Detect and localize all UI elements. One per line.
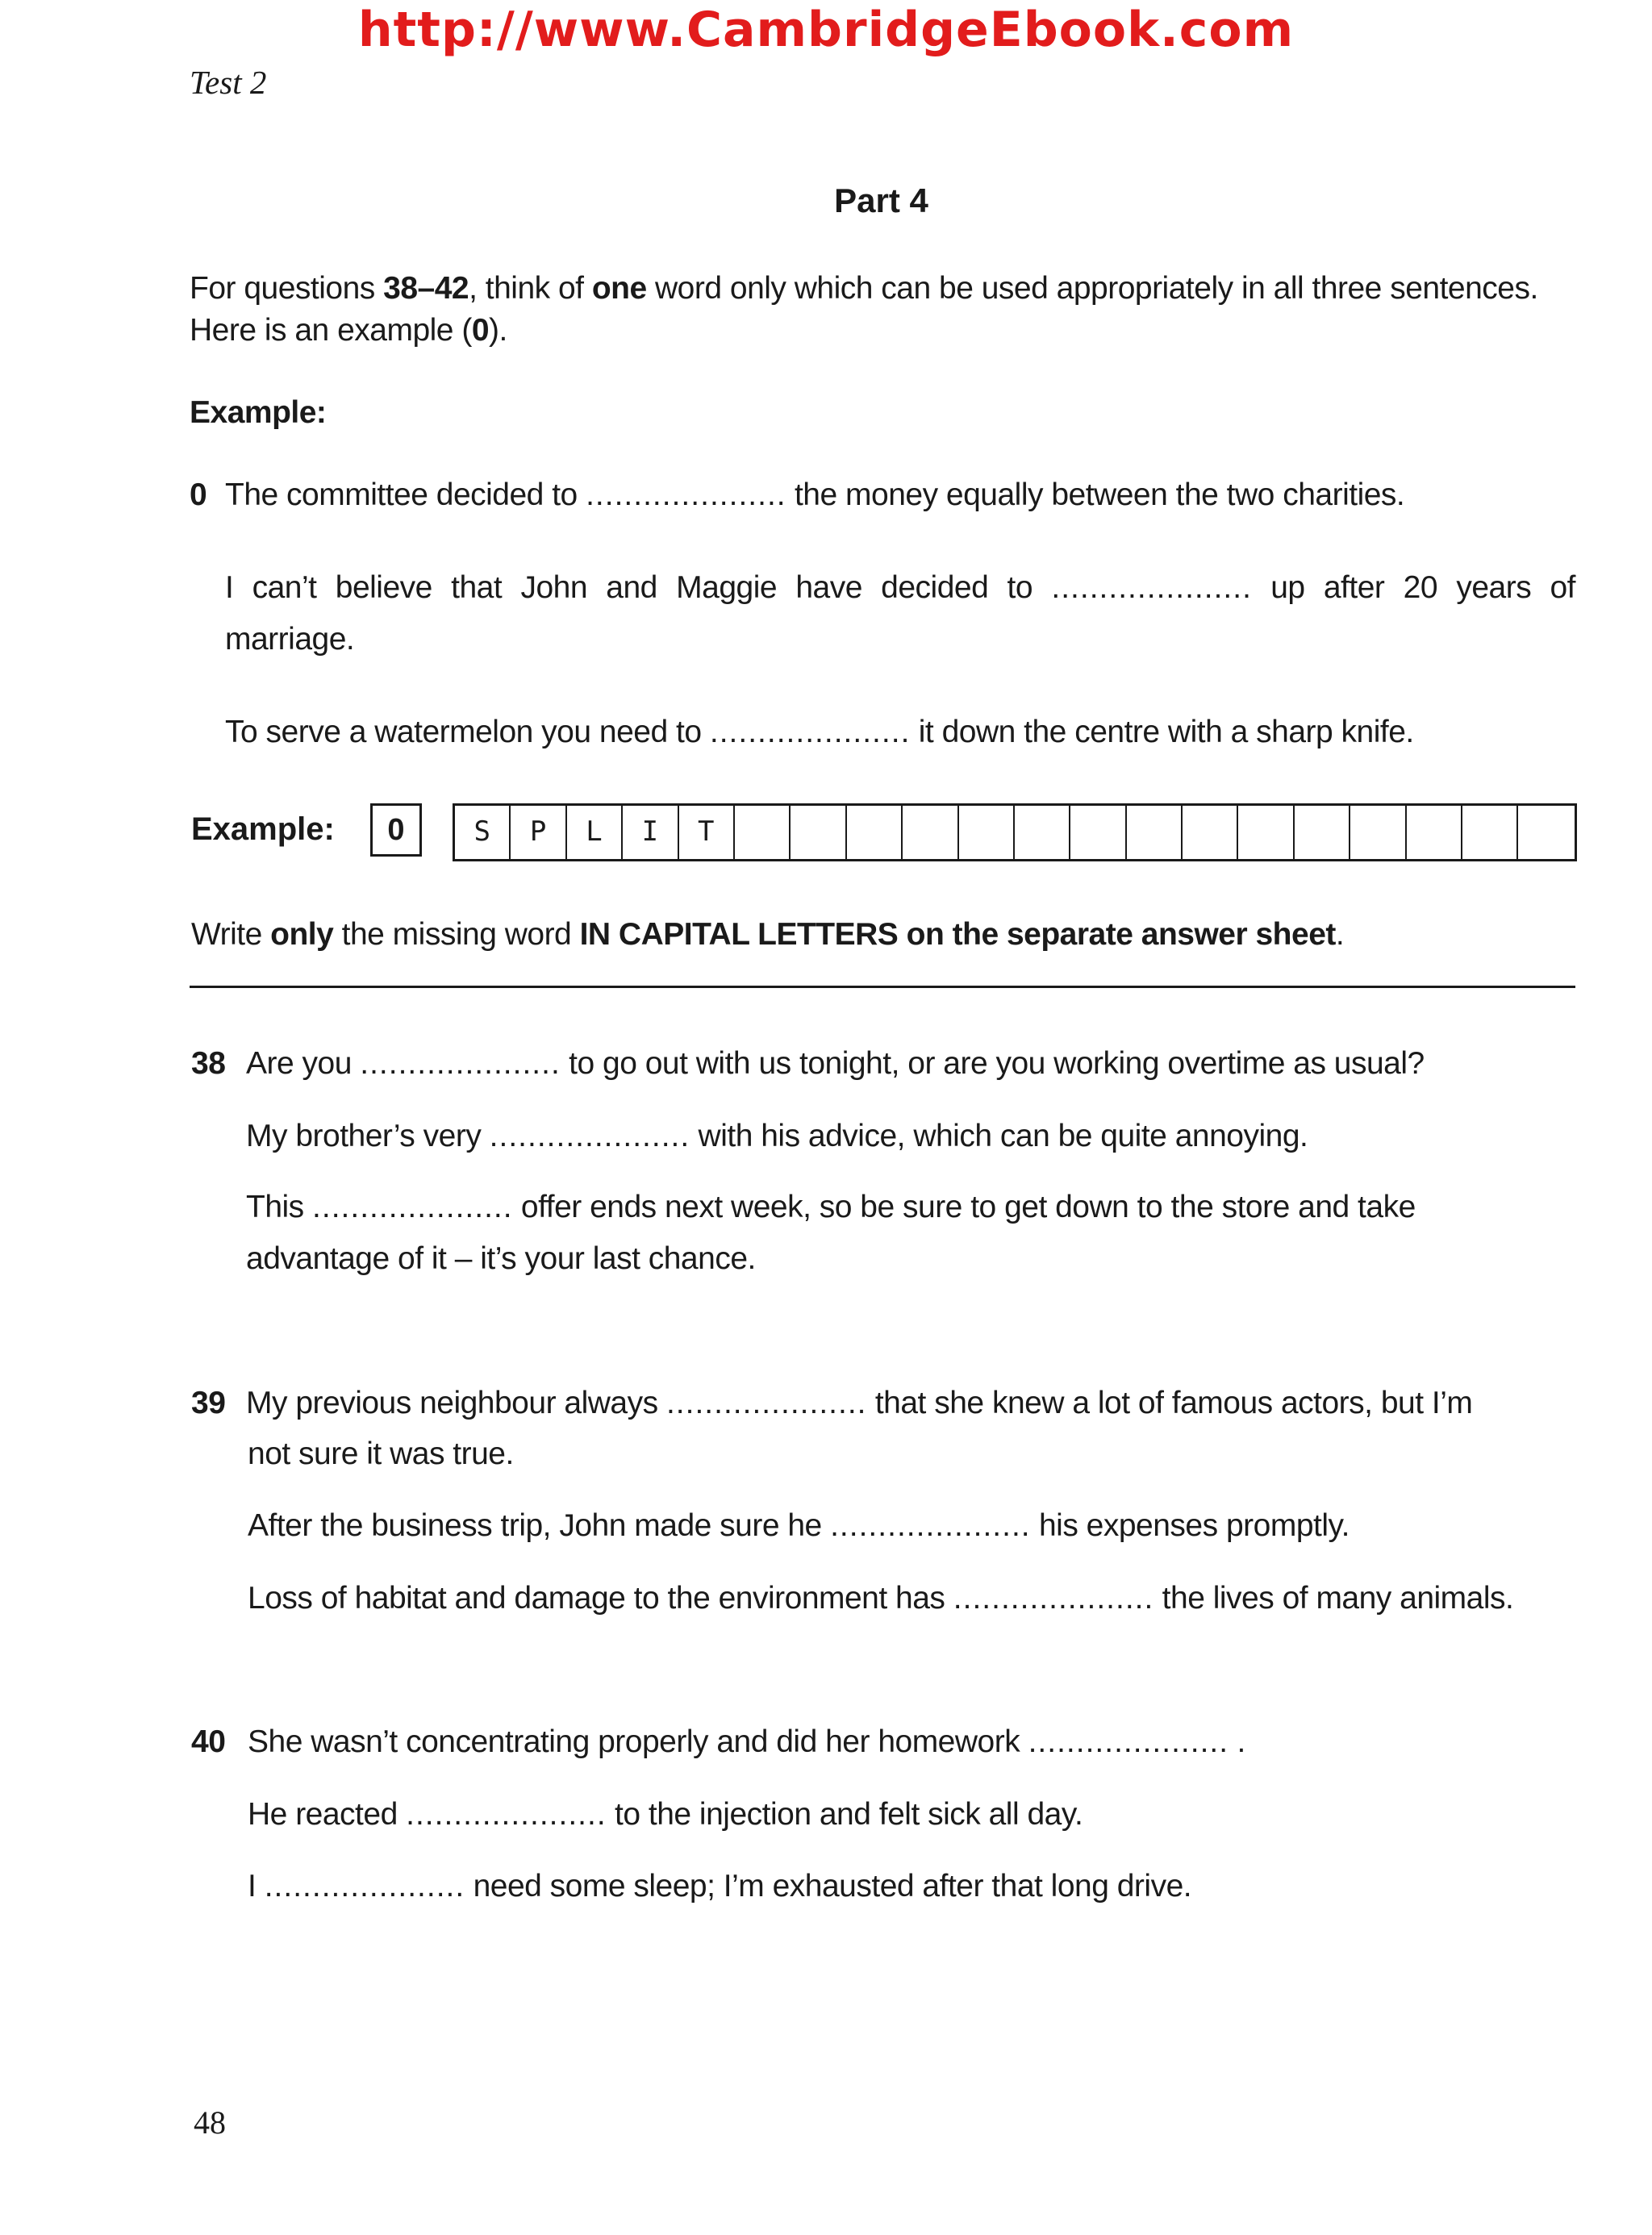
page-number: 48 bbox=[194, 2104, 226, 2141]
instr-emphasis: 0 bbox=[471, 313, 490, 348]
answer-cell bbox=[847, 806, 903, 859]
part-title: Part 4 bbox=[834, 181, 928, 219]
question-range: 38–42 bbox=[383, 271, 469, 306]
instr-text: For questions bbox=[190, 271, 384, 306]
question-40-sentence-2 bbox=[248, 1794, 1083, 1836]
answer-blank: ..................... bbox=[665, 1386, 867, 1420]
example-answer-number-box: 0 bbox=[370, 803, 422, 857]
sentence-text: to go out with us tonight, or are you working overtime as usual? bbox=[569, 1046, 1425, 1081]
question-39-sentence-1-cont: not sure it was true. bbox=[248, 1436, 514, 1471]
sentence-text: The committee decided to bbox=[225, 477, 578, 512]
question-40-sentence-1 bbox=[191, 1721, 1245, 1763]
answer-cell: T bbox=[679, 806, 735, 859]
example-answer-grid bbox=[453, 803, 1577, 861]
answer-cell bbox=[1462, 806, 1518, 859]
answer-cell bbox=[1015, 806, 1070, 859]
instr-text: . bbox=[1335, 917, 1345, 952]
instr-text: the missing word bbox=[333, 917, 580, 952]
answer-cell bbox=[1183, 806, 1238, 859]
write-instruction bbox=[191, 914, 1344, 956]
answer-cell bbox=[903, 806, 958, 859]
answer-cell: L bbox=[567, 806, 623, 859]
instr-emphasis: one bbox=[591, 271, 647, 306]
answer-cell bbox=[959, 806, 1015, 859]
answer-cell bbox=[1295, 806, 1350, 859]
answer-blank: ..................... bbox=[586, 477, 786, 512]
example-answer-label: Example: bbox=[191, 811, 335, 847]
question-39-sentence-3 bbox=[248, 1578, 1513, 1620]
sentence-text: My previous neighbour always bbox=[246, 1386, 658, 1420]
sentence-text: it down the centre with a sharp knife. bbox=[918, 715, 1414, 749]
answer-cell bbox=[791, 806, 846, 859]
instr-text: word only which can be used appropriately in all three sentences. bbox=[646, 271, 1538, 306]
sentence-text: up after 20 years of bbox=[1270, 570, 1575, 605]
instr-emphasis: IN CAPITAL LETTERS on the separate answer sheet bbox=[579, 917, 1336, 952]
answer-cell: S bbox=[455, 806, 511, 859]
answer-cell bbox=[735, 806, 791, 859]
answer-blank: ..................... bbox=[406, 1797, 607, 1832]
example-sentence-2 bbox=[225, 567, 1575, 609]
sentence-text: his expenses promptly. bbox=[1038, 1508, 1350, 1543]
answer-blank: ..................... bbox=[489, 1119, 690, 1153]
sentence-text: . bbox=[1237, 1724, 1245, 1759]
example-sentence-1 bbox=[190, 474, 1404, 516]
question-39-sentence-2 bbox=[248, 1505, 1350, 1547]
answer-blank: ..................... bbox=[830, 1508, 1031, 1543]
sentence-text: with his advice, which can be quite annoying. bbox=[698, 1119, 1308, 1153]
question-38-sentence-3-cont: advantage of it – it’s your last chance. bbox=[246, 1241, 756, 1276]
question-38-sentence-3 bbox=[246, 1186, 1416, 1228]
question-number: 40 bbox=[191, 1724, 226, 1759]
sentence-text: After the business trip, John made sure he bbox=[248, 1508, 822, 1543]
example-heading: Example: bbox=[190, 395, 327, 430]
instr-text: Here is an example ( bbox=[190, 313, 472, 348]
answer-blank: ..................... bbox=[1028, 1724, 1229, 1759]
sentence-text: This bbox=[246, 1190, 304, 1224]
example-sentence-3 bbox=[225, 711, 1414, 753]
sentence-text: I can’t believe that John and Maggie have decided to bbox=[225, 570, 1033, 605]
example-number: 0 bbox=[190, 477, 207, 512]
answer-blank: ..................... bbox=[953, 1581, 1154, 1616]
question-39-sentence-1 bbox=[191, 1382, 1472, 1424]
answer-cell bbox=[1238, 806, 1294, 859]
instr-text: , think of bbox=[469, 271, 592, 306]
question-40-sentence-3 bbox=[248, 1866, 1191, 1908]
instructions-line-1 bbox=[190, 268, 1538, 310]
sentence-text: Loss of habitat and damage to the environment has bbox=[248, 1581, 945, 1616]
sentence-text: that she knew a lot of famous actors, but I’m bbox=[874, 1386, 1473, 1420]
sentence-text: To serve a watermelon you need to bbox=[225, 715, 702, 749]
question-number: 39 bbox=[191, 1386, 226, 1420]
divider-rule bbox=[190, 986, 1575, 988]
sentence-text: the lives of many animals. bbox=[1162, 1581, 1514, 1616]
sentence-text: to the injection and felt sick all day. bbox=[615, 1797, 1083, 1832]
test-label: Test 2 bbox=[190, 64, 267, 101]
sentence-text: He reacted bbox=[248, 1797, 398, 1832]
answer-blank: ..................... bbox=[360, 1046, 561, 1081]
question-number: 38 bbox=[191, 1046, 226, 1081]
question-38-sentence-1 bbox=[191, 1043, 1425, 1085]
answer-cell bbox=[1350, 806, 1406, 859]
sentence-text: need some sleep; I’m exhausted after that long drive. bbox=[473, 1869, 1192, 1904]
answer-cell bbox=[1518, 806, 1574, 859]
answer-cell bbox=[1407, 806, 1462, 859]
answer-cell bbox=[1127, 806, 1183, 859]
instructions-line-2 bbox=[190, 310, 507, 352]
sentence-text: Are you bbox=[246, 1046, 352, 1081]
answer-cell: P bbox=[511, 806, 566, 859]
sentence-text: I bbox=[248, 1869, 257, 1904]
answer-cell: I bbox=[623, 806, 678, 859]
sentence-text: the money equally between the two charities. bbox=[794, 477, 1405, 512]
answer-cell bbox=[1070, 806, 1126, 859]
watermark-url: http://www.CambridgeEbook.com bbox=[357, 2, 1295, 58]
sentence-text: My brother’s very bbox=[246, 1119, 482, 1153]
answer-blank: ..................... bbox=[264, 1869, 465, 1904]
answer-blank: ..................... bbox=[1051, 570, 1252, 605]
answer-blank: ..................... bbox=[312, 1190, 513, 1224]
example-sentence-2-cont: marriage. bbox=[225, 622, 355, 657]
sentence-text: offer ends next week, so be sure to get down to the store and take bbox=[520, 1190, 1416, 1224]
sentence-text: She wasn’t concentrating properly and did her homework bbox=[248, 1724, 1020, 1759]
answer-blank: ..................... bbox=[709, 715, 911, 749]
instr-emphasis: only bbox=[270, 917, 334, 952]
instr-text: ). bbox=[489, 313, 507, 348]
question-38-sentence-2 bbox=[246, 1115, 1308, 1157]
instr-text: Write bbox=[191, 917, 271, 952]
